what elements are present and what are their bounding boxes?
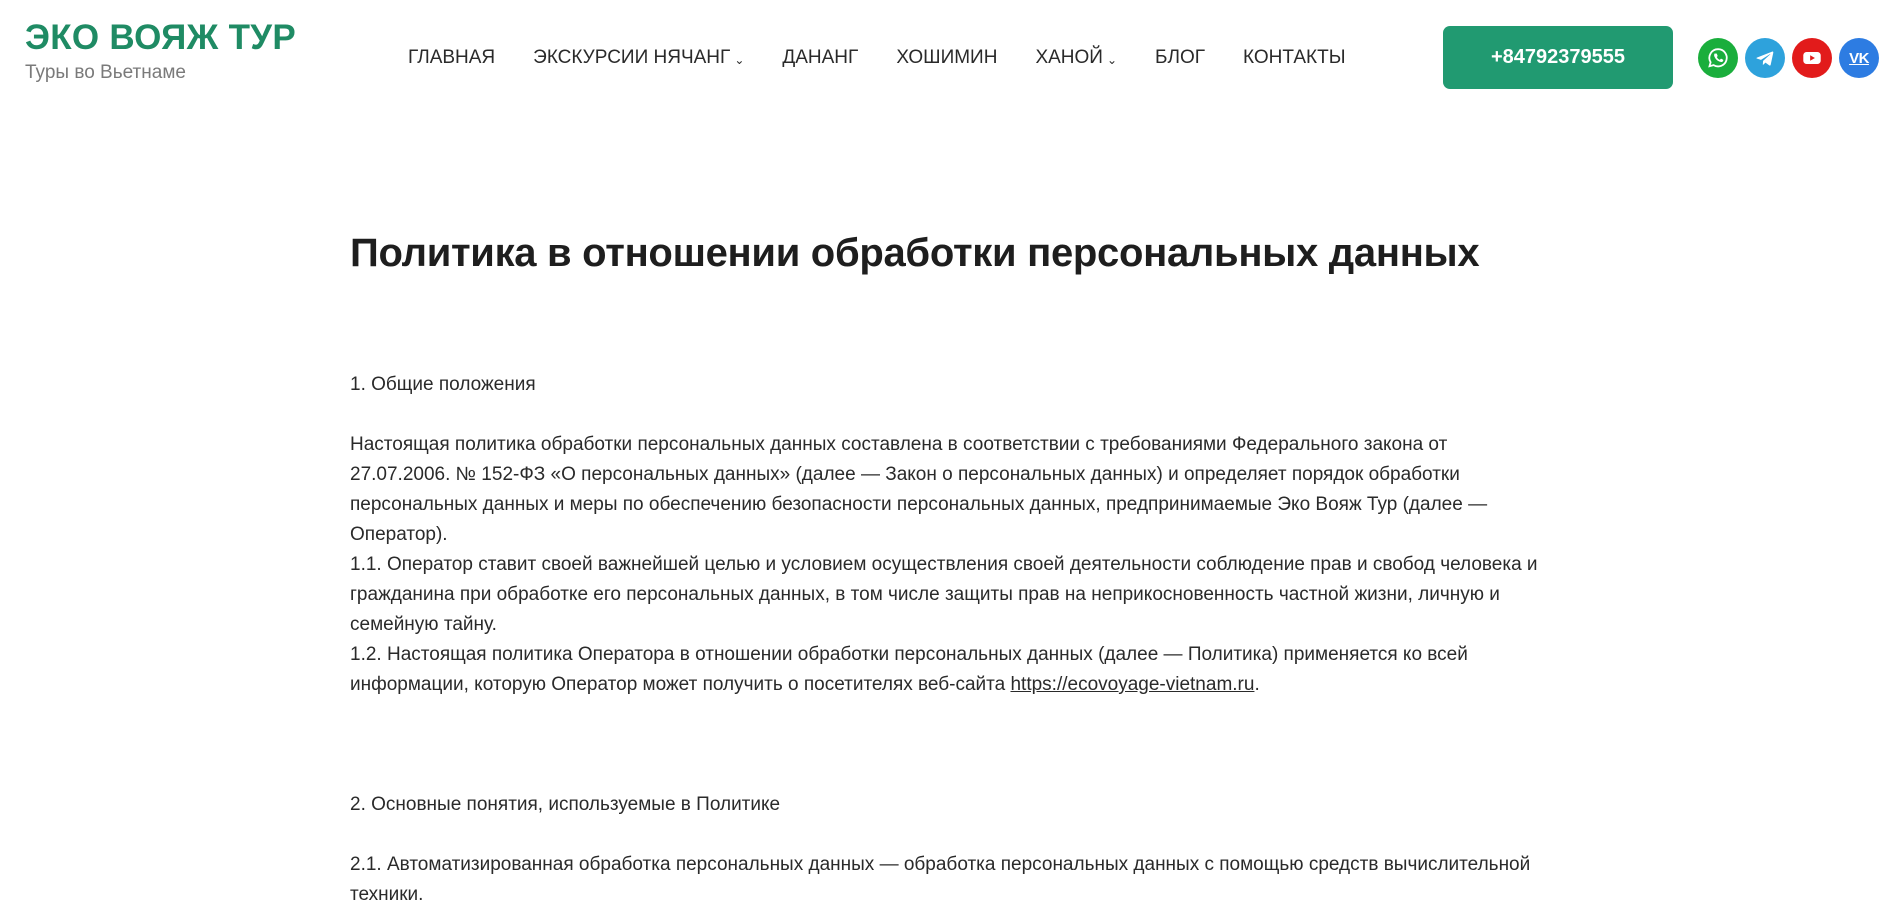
brand-title: ЭКО ВОЯЖ ТУР [25, 18, 296, 57]
paragraph-text: 1.2. Настоящая политика Оператора в отношении обработки персональных данных (далее — Политика) применяется ко всей информации, которую Оператор может получить о посетителях веб-сайта [350, 644, 1468, 695]
brand-subtitle: Туры во Вьетнаме [25, 62, 186, 83]
chevron-down-icon: ⌄ [1106, 53, 1118, 67]
section-heading: 1. Общие положения [350, 374, 536, 395]
nav-item-hochiminh[interactable] [896, 46, 997, 70]
phone-call-button[interactable]: +84792379555 [1443, 26, 1673, 89]
nav-item-blog[interactable] [1155, 46, 1205, 70]
article-content [350, 226, 1550, 910]
whatsapp-icon[interactable] [1698, 38, 1738, 78]
main-navigation [408, 44, 1384, 72]
nav-item-home[interactable] [408, 46, 495, 70]
paragraph: Настоящая политика обработки персональных данных составлена в соответствии с требованиями Федерального закона от 27.07.2006. № 152-ФЗ «О персональных данных» (далее — Закон о персональных данных) и определяет порядок обработки персональных данных и меры по обеспечению безопасности персональных данных, предпринимаемые Эко Вояж Тур (далее — Оператор). [350, 434, 1488, 545]
vk-icon[interactable]: VK [1839, 38, 1879, 78]
social-links [1698, 38, 1886, 78]
nav-item-nhatrang-tours[interactable] [533, 44, 744, 72]
nav-item-label: ХОШИМИН [896, 47, 998, 68]
section-body [350, 430, 1550, 700]
paragraph: 1.1. Оператор ставит своей важнейшей целью и условием осуществления своей деятельности соблюдение прав и свобод человека и гражданина при обработке его персональных данных, в том числе защиты прав на неприкосновенность частной жизни, личную и семейную тайну. [350, 554, 1538, 635]
nav-item-contacts[interactable] [1243, 46, 1346, 70]
section-body [350, 850, 1550, 910]
website-link[interactable]: https://ecovoyage-vietnam.ru [1010, 674, 1255, 695]
chevron-down-icon: ⌄ [734, 53, 745, 67]
section-heading: 2. Основные понятия, используемые в Политике [350, 794, 781, 815]
nav-item-label: ГЛАВНАЯ [408, 47, 496, 68]
paragraph: 2.1. Автоматизированная обработка персональных данных — обработка персональных данных с помощью средств вычислительной техники. [350, 854, 1531, 905]
paragraph-text-end: . [1254, 674, 1260, 695]
nav-item-label: ЭКСКУРСИИ НЯЧАНГ [533, 47, 731, 68]
nav-item-hanoi[interactable] [1035, 44, 1117, 72]
telegram-icon[interactable] [1745, 38, 1785, 78]
nav-item-label: БЛОГ [1155, 47, 1206, 68]
site-header [0, 0, 1891, 110]
nav-item-label: КОНТАКТЫ [1243, 47, 1346, 68]
nav-item-label: ХАНОЙ [1035, 47, 1103, 68]
page-title: Политика в отношении обработки персональных данных [350, 231, 1480, 275]
paragraph [350, 640, 1550, 700]
youtube-icon[interactable] [1792, 38, 1832, 78]
nav-item-danang[interactable] [782, 46, 858, 70]
nav-item-label: ДАНАНГ [782, 47, 859, 68]
site-logo[interactable] [25, 18, 296, 84]
